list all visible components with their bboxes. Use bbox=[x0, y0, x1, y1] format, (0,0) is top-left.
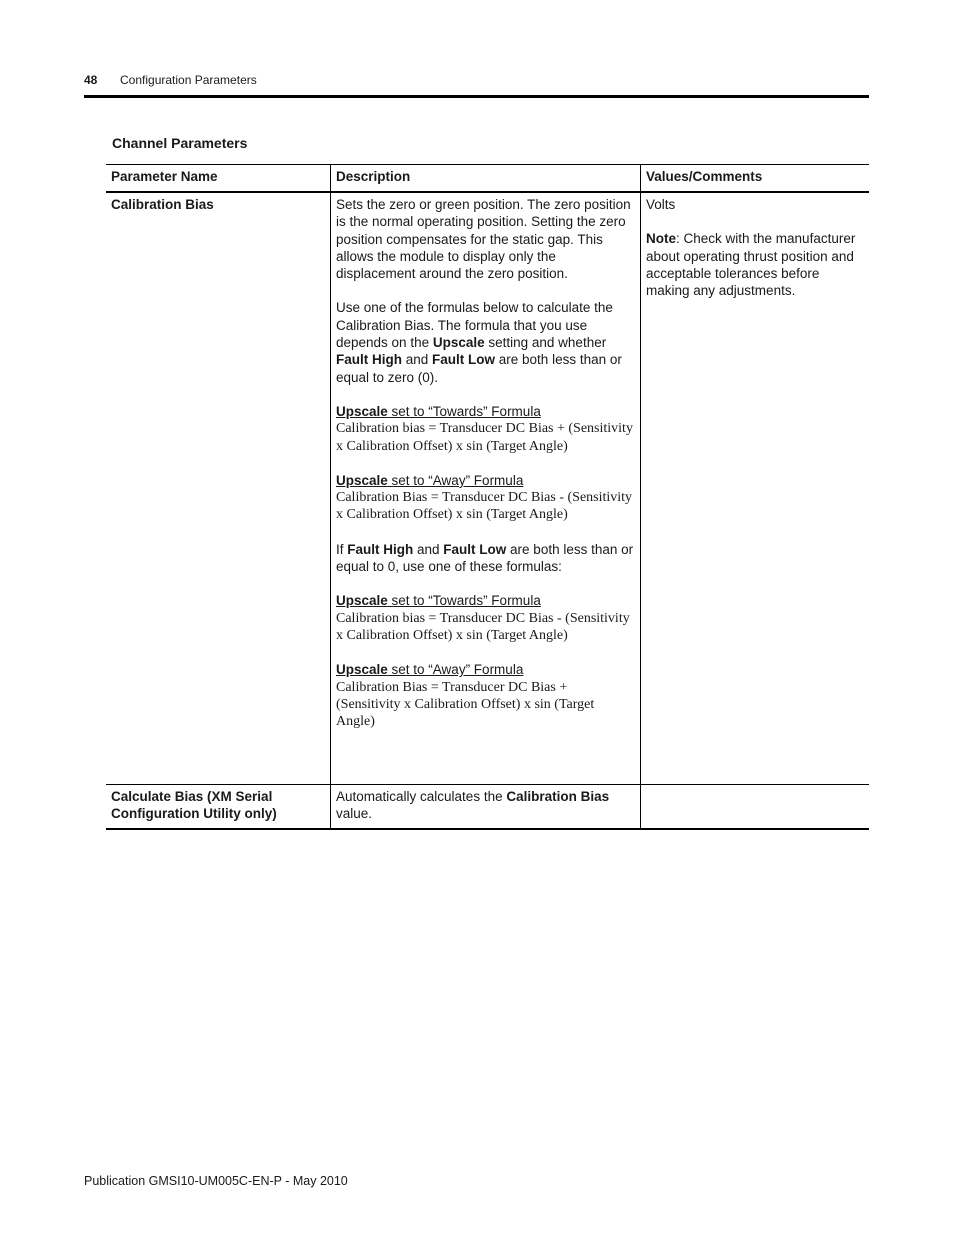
table-title: Channel Parameters bbox=[112, 135, 248, 151]
parameter-name: Calculate Bias (XM Serial Configuration Utility only) bbox=[106, 784, 331, 829]
column-header-description: Description bbox=[331, 165, 641, 193]
page-number: 48 bbox=[84, 73, 98, 87]
channel-parameters-table bbox=[106, 164, 869, 830]
header-rule bbox=[84, 95, 869, 98]
formula-heading: Upscale set to “Towards” Formula bbox=[336, 403, 541, 419]
table-row-calculate-bias bbox=[106, 784, 869, 829]
formula-text: Calibration bias = Transducer DC Bias - (Sensitivity x Calibration Offset) x sin (Target Angle) bbox=[336, 610, 630, 643]
formula-heading: Upscale set to “Away” Formula bbox=[336, 662, 524, 678]
formula-text: Calibration Bias = Transducer DC Bias - (Sensitivity x Calibration Offset) x sin (Target Angle) bbox=[336, 490, 633, 523]
formula-text: Calibration bias = Transducer DC Bias + (Sensitivity x Calibration Offset) x sin (Target Angle) bbox=[336, 421, 633, 454]
formula-block bbox=[336, 472, 635, 524]
formula-heading: Upscale set to “Towards” Formula bbox=[336, 593, 541, 609]
description-paragraph: Sets the zero or green position. The zero position is the normal operating position. Setting the zero position compensates for the static gap. This allows the module to display only the displacement around the zero position. bbox=[336, 197, 631, 282]
formula-heading: Upscale set to “Away” Formula bbox=[336, 472, 524, 488]
column-header-parameter-name: Parameter Name bbox=[106, 165, 331, 193]
parameter-name: Calibration Bias bbox=[106, 192, 331, 784]
parameter-values bbox=[641, 192, 870, 784]
values-note: Note: Check with the manufacturer about operating thrust position and acceptable tolerances before making any adjustments. bbox=[646, 231, 856, 299]
formula-block bbox=[336, 661, 635, 730]
parameter-values bbox=[641, 784, 870, 829]
formula-block bbox=[336, 403, 635, 455]
description-paragraph: If Fault High and Fault Low are both less than or equal to 0, use one of these formulas: bbox=[336, 541, 634, 575]
table-row-calibration-bias bbox=[106, 192, 869, 784]
parameter-description bbox=[331, 192, 641, 784]
description-paragraph: Use one of the formulas below to calculate the Calibration Bias. The formula that you use depends on the Upscale setting and whether Fault High and Fault Low are both less than or equal to zero (0). bbox=[336, 300, 622, 385]
page-header bbox=[84, 73, 869, 93]
publication-footer: Publication GMSI10-UM005C-EN-P - May 2010 bbox=[84, 1174, 348, 1188]
section-title: Configuration Parameters bbox=[120, 73, 257, 87]
parameter-description: Automatically calculates the Calibration Bias value. bbox=[331, 784, 641, 829]
formula-text: Calibration Bias = Transducer DC Bias + (Sensitivity x Calibration Offset) x sin (Target Angle) bbox=[336, 679, 595, 730]
table-header-row bbox=[106, 165, 869, 193]
formula-block bbox=[336, 592, 635, 644]
column-header-values-comments: Values/Comments bbox=[641, 165, 870, 193]
values-unit: Volts bbox=[646, 197, 676, 212]
